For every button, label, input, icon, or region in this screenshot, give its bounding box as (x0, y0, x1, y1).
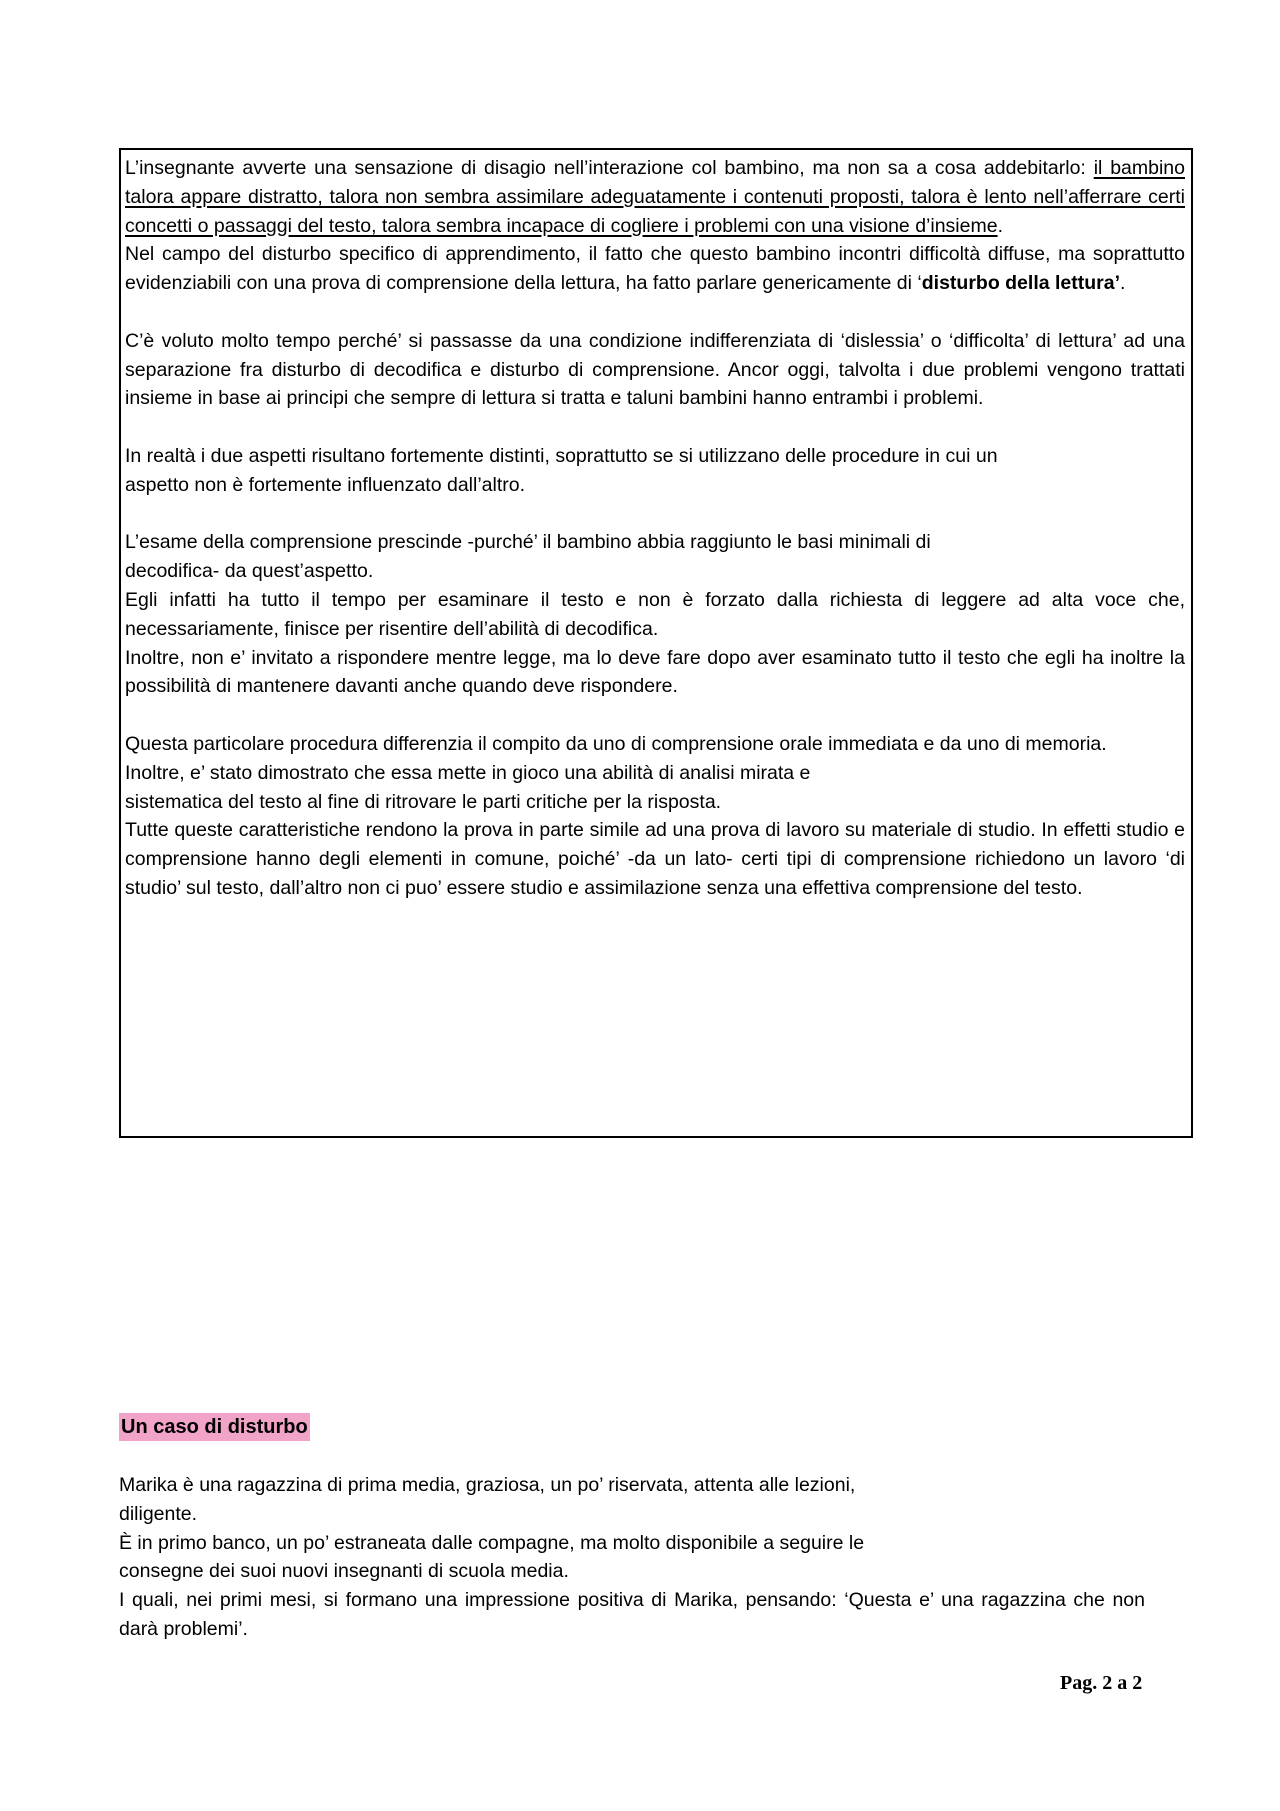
paragraph-history: C’è voluto molto tempo perché’ si passasse da una condizione indifferenziata di ‘dislessia’ o ‘difficolta’ di lettura’ ad una separazione fra disturbo di decodifica e disturbo di comprensione. Ancor oggi, talvolta i due problemi vengono trattati insieme in base ai principi che sempre di lettura si tratta e taluni bambini hanno entrambi i problemi. (125, 329, 1185, 410)
distinct-line-1: In realtà i due aspetti risultano fortemente distinti, soprattutto se si utilizzano delle procedure in cui un (125, 444, 998, 467)
esame-line-1: L’esame della comprensione prescinde -purché’ il bambino abbia raggiunto le basi minimali di (125, 531, 931, 554)
analisi-line-1: Inoltre, e’ stato dimostrato che essa mette in gioco una abilità di analisi mirata e (125, 761, 811, 784)
paragraph-studio: Tutte queste caratteristiche rendono la prova in parte simile ad una prova di lavoro su materiale di studio. In effetti studio e comprensione hanno degli elementi in comune, poiché’ -da un lato- certi tipi di comprensione richiedono un lavoro ‘di studio’ sul testo, dall’altro non ci puo’ essere studio e assimilazione senza una effettiva comprensione del testo. (125, 819, 1185, 899)
paragraph-intro (125, 154, 1185, 240)
distinct-line-2: aspetto non è fortemente influenzato dall’altro. (125, 473, 526, 496)
case-line-4: consegne dei suoi nuovi insegnanti di scuola media. (119, 1560, 569, 1583)
case-line-1: Marika è una ragazzina di prima media, graziosa, un po’ riservata, attenta alle lezioni, (119, 1474, 856, 1496)
case-line-3: È in primo banco, un po’ estraneata dalle compagne, ma molto disponibile a seguire le (119, 1531, 865, 1554)
analisi-line-2: sistematica del testo al fine di ritrovare le parti critiche per la risposta. (125, 790, 722, 813)
intro-end: . (997, 214, 1003, 237)
paragraph-disturbo (125, 240, 1185, 298)
paragraph-esame (125, 528, 1185, 586)
bold-term: disturbo della lettura’ (921, 272, 1121, 295)
disturbo-end: . (1120, 272, 1126, 295)
section-heading: Un caso di disturbo (119, 1413, 310, 1441)
esame-line-2: decodifica- da quest’aspetto. (125, 560, 374, 583)
case-paragraph-last: I quali, nei primi mesi, si formano una impressione positiva di Marika, pensando: ‘Questa e’ una ragazzina che non darà problemi’. (119, 1589, 1145, 1640)
intro-text: L’insegnante avverte una sensazione di disagio nell’interazione col bambino, ma non sa a cosa addebitarlo: (125, 157, 1094, 179)
paragraph-distinct (125, 442, 1185, 500)
paragraph-analisi (125, 759, 1185, 817)
case-line-2: diligente. (119, 1502, 198, 1525)
paragraph-procedura: Questa particolare procedura differenzia il compito da uno di comprensione orale immediata e da uno di memoria. (125, 732, 1107, 755)
disturbo-text: Nel campo del disturbo specifico di apprendimento, il fatto che questo bambino incontri difficoltà diffuse, ma soprattutto evidenziabili con una prova di comprensione della lettura, ha fatto parlare genericamente di ‘ (125, 243, 1185, 295)
page-number: Pag. 2 a 2 (1060, 1672, 1143, 1694)
paragraph-inoltre: Inoltre, non e’ invitato a rispondere mentre legge, ma lo deve fare dopo aver esaminato tutto il testo che egli ha inoltre la possibilità di mantenere davanti anche quando deve rispondere. (125, 646, 1185, 698)
case-section (119, 1413, 1179, 1644)
underlined-text: il bambino talora appare distratto, talora non sembra assimilare adeguatamente i contenuti proposti, talora è lento nell’afferrare certi concetti o passaggi del testo, talora sembra incapace di cogliere i problemi con una visione d’insieme (125, 157, 1185, 237)
paragraph-tempo: Egli infatti ha tutto il tempo per esaminare il testo e non è forzato dalla richiesta di leggere ad alta voce che, necessariamente, finisce per risentire dell’abilità di decodifica. (125, 588, 1185, 640)
text-box (119, 148, 1193, 1138)
